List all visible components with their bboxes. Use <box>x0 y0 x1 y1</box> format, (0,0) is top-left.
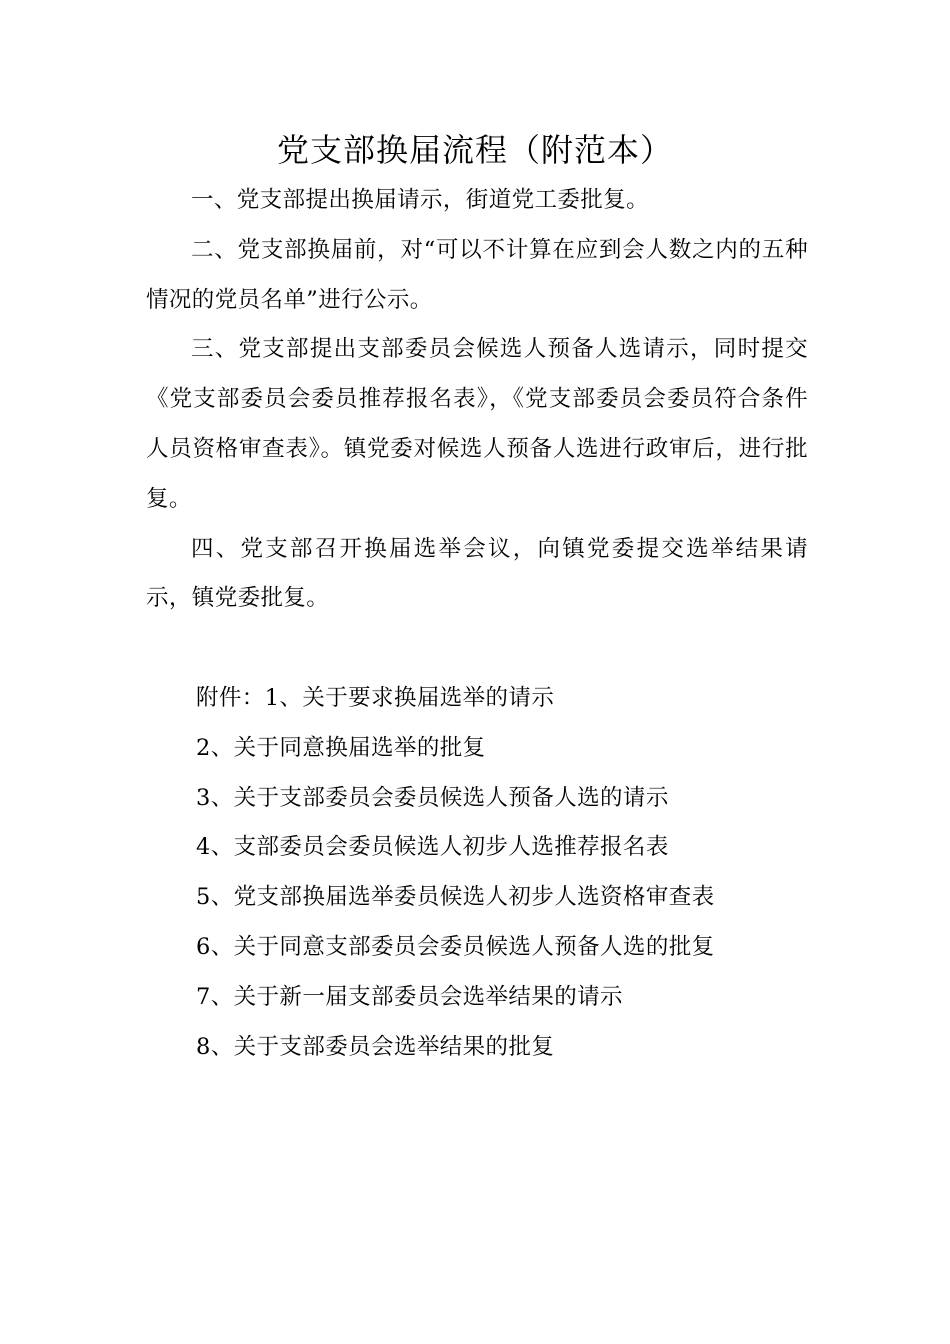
paragraph-step-1: 一、党支部提出换届请示，街道党工委批复。 <box>191 187 650 213</box>
attachment-item: 4、支部委员会委员候选人初步人选推荐报名表 <box>196 834 669 861</box>
attachment-item: 8、关于支部委员会选举结果的批复 <box>196 1033 555 1060</box>
blank-line <box>146 624 808 674</box>
attachment-item: 6、关于同意支部委员会委员候选人预备人选的批复 <box>196 933 715 960</box>
attachment-item: 附件：1、关于要求换届选举的请示 <box>196 684 555 711</box>
attachment-item: 5、党支部换届选举委员候选人初步人选资格审查表 <box>196 884 715 911</box>
attachment-list <box>146 674 808 1072</box>
document-body <box>146 176 808 1072</box>
attachment-item: 7、关于新一届支部委员会选举结果的请示 <box>196 983 623 1010</box>
attachment-item: 2、关于同意换届选举的批复 <box>196 734 486 761</box>
paragraph-step-2: 二、党支部换届前，对“可以不计算在应到会人数之内的五种情况的党员名单”进行公示。 <box>146 236 808 313</box>
paragraph-step-3: 三、党支部提出支部委员会候选人预备人选请示，同时提交《党支部委员会委员推荐报名表》，《党支部委员会委员符合条件人员资格审查表》。镇党委对候选人预备人选进行政审后，进行批复。 <box>146 336 808 512</box>
paragraph-step-4: 四、党支部召开换届选举会议，向镇党委提交选举结果请示，镇党委批复。 <box>146 535 808 612</box>
attachment-item: 3、关于支部委员会委员候选人预备人选的请示 <box>196 784 669 811</box>
document-title: 党支部换届流程（附范本） <box>276 131 673 169</box>
